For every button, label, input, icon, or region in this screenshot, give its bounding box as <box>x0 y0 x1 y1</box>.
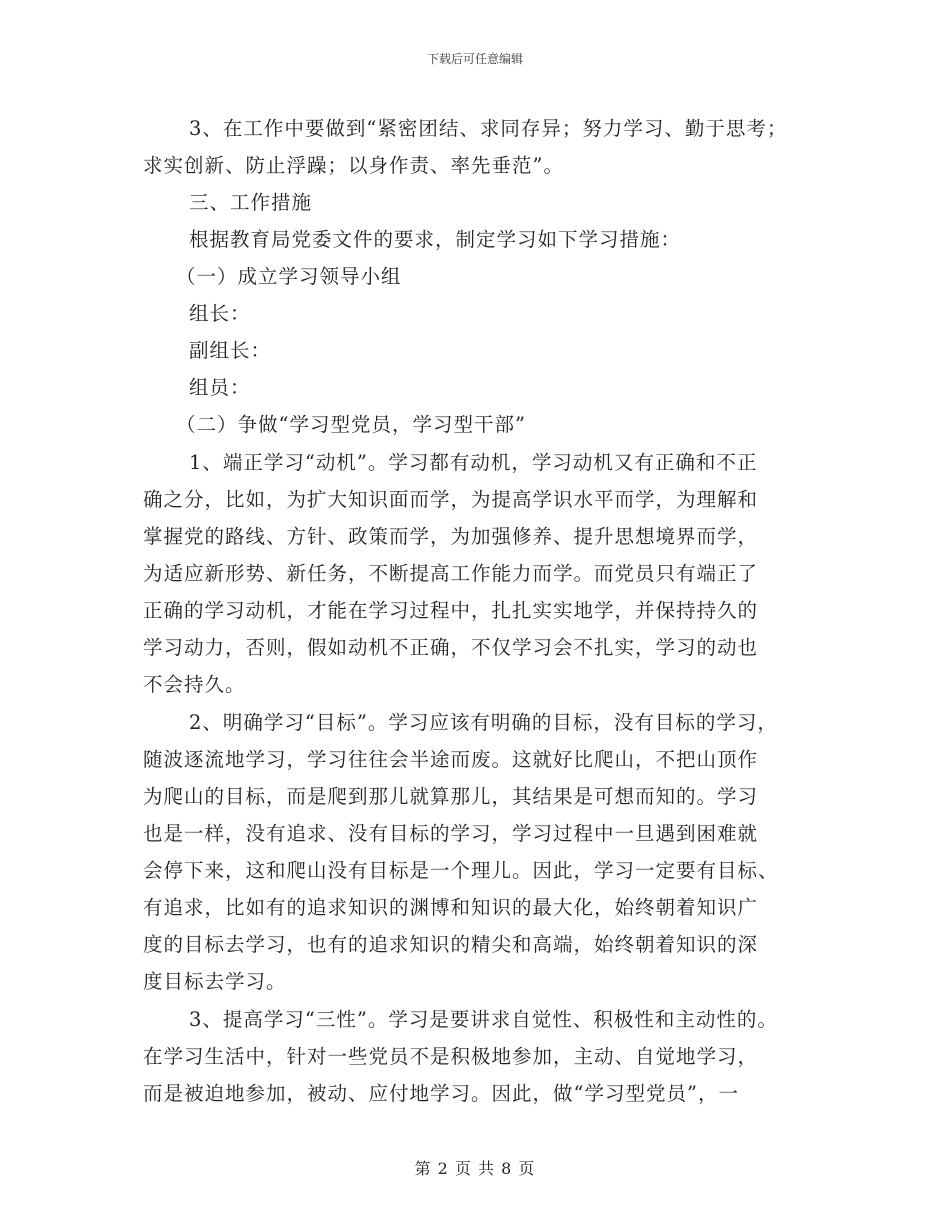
text-line: 度的目标去学习，也有的追求知识的精尖和高端，始终朝着知识的深 <box>143 933 759 956</box>
text-line: 求实创新、防止浮躁；以身作责、率先垂范”。 <box>143 154 564 177</box>
section-heading: 三、工作措施 <box>189 191 313 214</box>
text-line: 度目标去学习。 <box>143 970 287 993</box>
text-line: 而是被迫地参加，被动、应付地学习。因此，做“学习型党员”，一 <box>143 1082 739 1105</box>
text-line: 组员： <box>189 376 251 399</box>
page-footer: 第 2 页 共 8 页 <box>414 1159 536 1178</box>
text-line: 根据教育局党委文件的要求，制定学习如下学习措施： <box>189 228 682 251</box>
text-line: 2、明确学习“目标”。学习应该有明确的目标，没有目标的学习， <box>189 711 778 734</box>
subsection-heading: （二）争做“学习型党员，学习型干部” <box>176 413 526 436</box>
text-line: 也是一样，没有追求、没有目标的学习，学习过程中一旦遇到困难就 <box>143 822 759 845</box>
text-line: 为爬山的目标，而是爬到那儿就算那儿，其结果是可想而知的。学习 <box>143 785 759 808</box>
text-line: 学习动力，否则，假如动机不正确，不仅学习会不扎实，学习的动也 <box>143 636 759 659</box>
text-line: 会停下来，这和爬山没有目标是一个理儿。因此，学习一定要有目标、 <box>143 859 779 882</box>
text-line: 有追求，比如有的追求知识的渊博和知识的最大化，始终朝着知识广 <box>143 896 759 919</box>
text-line: 副组长： <box>189 339 272 362</box>
text-line: 为适应新形势、新任务，不断提高工作能力而学。而党员只有端正了 <box>143 562 759 585</box>
text-line: 在学习生活中，针对一些党员不是积极地参加，主动、自觉地学习， <box>143 1045 759 1068</box>
text-line: 3、在工作中要做到“紧密团结、求同存异；努力学习、勤于思考； <box>189 117 788 140</box>
text-line: 组长： <box>189 302 251 325</box>
text-line: 1、端正学习“动机”。学习都有动机，学习动机又有正确和不正 <box>189 451 758 474</box>
subsection-heading: （一）成立学习领导小组 <box>176 265 402 288</box>
text-line: 确之分，比如，为扩大知识面而学，为提高学识水平而学，为理解和 <box>143 488 759 511</box>
text-line: 3、提高学习“三性”。学习是要讲求自觉性、积极性和主动性的。 <box>189 1008 778 1031</box>
text-line: 不会持久。 <box>143 673 246 696</box>
text-line: 随波逐流地学习，学习往往会半途而废。这就好比爬山，不把山顶作 <box>143 748 759 771</box>
page-header: 下载后可任意编辑 <box>426 52 523 66</box>
text-line: 掌握党的路线、方针、政策而学，为加强修养、提升思想境界而学， <box>143 525 759 548</box>
text-line: 正确的学习动机，才能在学习过程中，扎扎实实地学，并保持持久的 <box>143 599 759 622</box>
